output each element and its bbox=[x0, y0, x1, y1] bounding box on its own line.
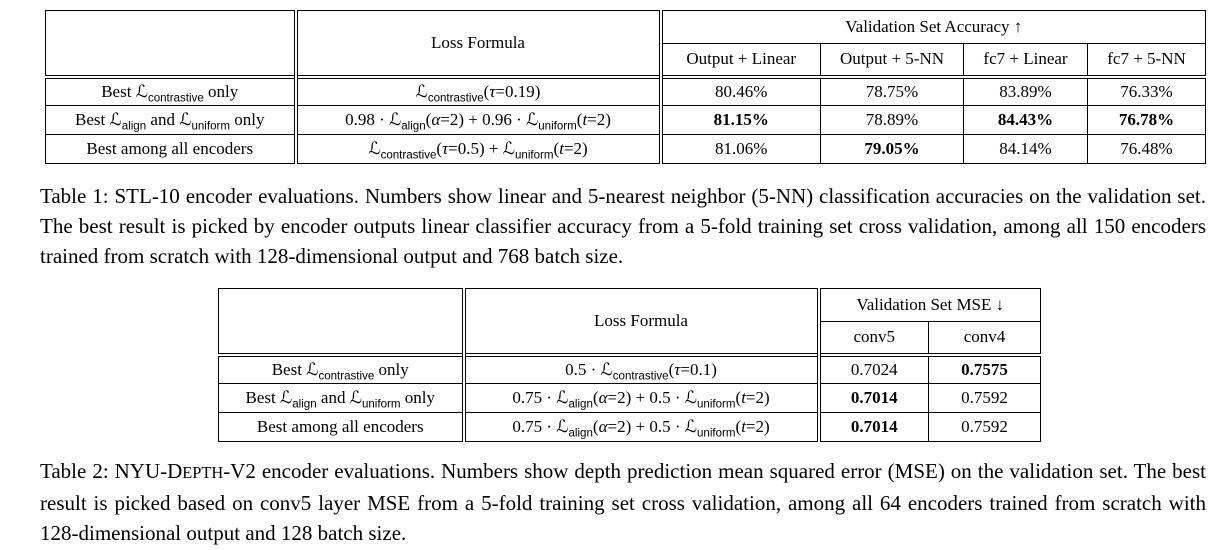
table1-row-best-all-encoders bbox=[46, 135, 1206, 164]
value-cell: 78.89% bbox=[821, 106, 964, 135]
loss-formula-cell: 0.75 · ℒ$_{align}$(α=2) + 0.5 · ℒ$_{uniform}$(t=2) bbox=[464, 384, 819, 413]
row-label: Best ℒ$_{align}$ and ℒ$_{uniform}$ only bbox=[46, 106, 296, 135]
value-cell: 0.7575 bbox=[929, 355, 1041, 384]
table1-col-header-output-linear: Output + Linear bbox=[661, 44, 821, 77]
value-cell: 83.89% bbox=[964, 77, 1088, 106]
value-cell: 78.75% bbox=[821, 77, 964, 106]
value-cell: 0.7024 bbox=[819, 355, 929, 384]
row-label: Best ℒ$_{align}$ and ℒ$_{uniform}$ only bbox=[219, 384, 464, 413]
table1-stl10 bbox=[45, 10, 1206, 164]
table1-row-contrastive-only bbox=[46, 77, 1206, 106]
loss-formula-cell: ℒ$_{contrastive}$(τ=0.19) bbox=[296, 77, 661, 106]
table2-nyu-depth-v2 bbox=[218, 288, 1041, 442]
table1-row-align-uniform-only bbox=[46, 106, 1206, 135]
value-cell: 84.14% bbox=[964, 135, 1088, 164]
loss-formula-cell: 0.98 · ℒ$_{align}$(α=2) + 0.96 · ℒ$_{uniform}$(t=2) bbox=[296, 106, 661, 135]
row-label: Best among all encoders bbox=[219, 413, 464, 442]
table1-group-header: Validation Set Accuracy ↑ bbox=[661, 11, 1206, 44]
table2-row-align-uniform-only bbox=[219, 384, 1041, 413]
value-cell: 0.7592 bbox=[929, 384, 1041, 413]
value-cell: 84.43% bbox=[964, 106, 1088, 135]
value-cell: 0.7014 bbox=[819, 384, 929, 413]
value-cell: 76.48% bbox=[1088, 135, 1206, 164]
table1-col-header-output-5nn: Output + 5-NN bbox=[821, 44, 964, 77]
table2-col-header-conv4: conv4 bbox=[929, 322, 1041, 355]
table1-caption: Table 1: STL-10 encoder evaluations. Numbers show linear and 5-nearest neighbor (5-NN) classification accuracies on the validation set. The best result is picked by encoder outputs linear classifier accuracy from a 5-fold training set cross validation, among all 150 encoders trained from scratch with 128-dimensional output and 768 batch size. bbox=[40, 184, 1206, 268]
table2-row-contrastive-only bbox=[219, 355, 1041, 384]
value-cell: 76.78% bbox=[1088, 106, 1206, 135]
value-cell: 81.15% bbox=[661, 106, 821, 135]
table2-row-best-all-encoders bbox=[219, 413, 1041, 442]
row-label: Best among all encoders bbox=[46, 135, 296, 164]
table2-group-header: Validation Set MSE ↓ bbox=[819, 289, 1041, 322]
value-cell: 76.33% bbox=[1088, 77, 1206, 106]
value-cell: 81.06% bbox=[661, 135, 821, 164]
table2-col-header-conv5: conv5 bbox=[819, 322, 929, 355]
table1-loss-formula-header: Loss Formula bbox=[296, 11, 661, 77]
table1-header-row-group bbox=[46, 11, 1206, 44]
table2-corner-cell bbox=[219, 289, 464, 355]
loss-formula-cell: 0.5 · ℒ$_{contrastive}$(τ=0.1) bbox=[464, 355, 819, 384]
row-label: Best ℒ$_{contrastive}$ only bbox=[219, 355, 464, 384]
table2-caption: Table 2: NYU-DEPTH-V2 encoder evaluations. Numbers show depth prediction mean squared error (MSE) on the validation set. The best result is picked based on conv5 layer MSE from a 5-fold training set cross validation, among all 64 encoders trained from scratch with 128-dimensional output and 128 batch size. bbox=[40, 459, 1206, 545]
table1-col-header-fc7-linear: fc7 + Linear bbox=[964, 44, 1088, 77]
table2-header-row-group bbox=[219, 289, 1041, 322]
table1-corner-cell bbox=[46, 11, 296, 77]
value-cell: 79.05% bbox=[821, 135, 964, 164]
value-cell: 0.7014 bbox=[819, 413, 929, 442]
table1-col-header-fc7-5nn: fc7 + 5-NN bbox=[1088, 44, 1206, 77]
loss-formula-cell: 0.75 · ℒ$_{align}$(α=2) + 0.5 · ℒ$_{uniform}$(t=2) bbox=[464, 413, 819, 442]
table2-loss-formula-header: Loss Formula bbox=[464, 289, 819, 355]
value-cell: 80.46% bbox=[661, 77, 821, 106]
row-label: Best ℒ$_{contrastive}$ only bbox=[46, 77, 296, 106]
loss-formula-cell: ℒ$_{contrastive}$(τ=0.5) + ℒ$_{uniform}$(t=2) bbox=[296, 135, 661, 164]
value-cell: 0.7592 bbox=[929, 413, 1041, 442]
